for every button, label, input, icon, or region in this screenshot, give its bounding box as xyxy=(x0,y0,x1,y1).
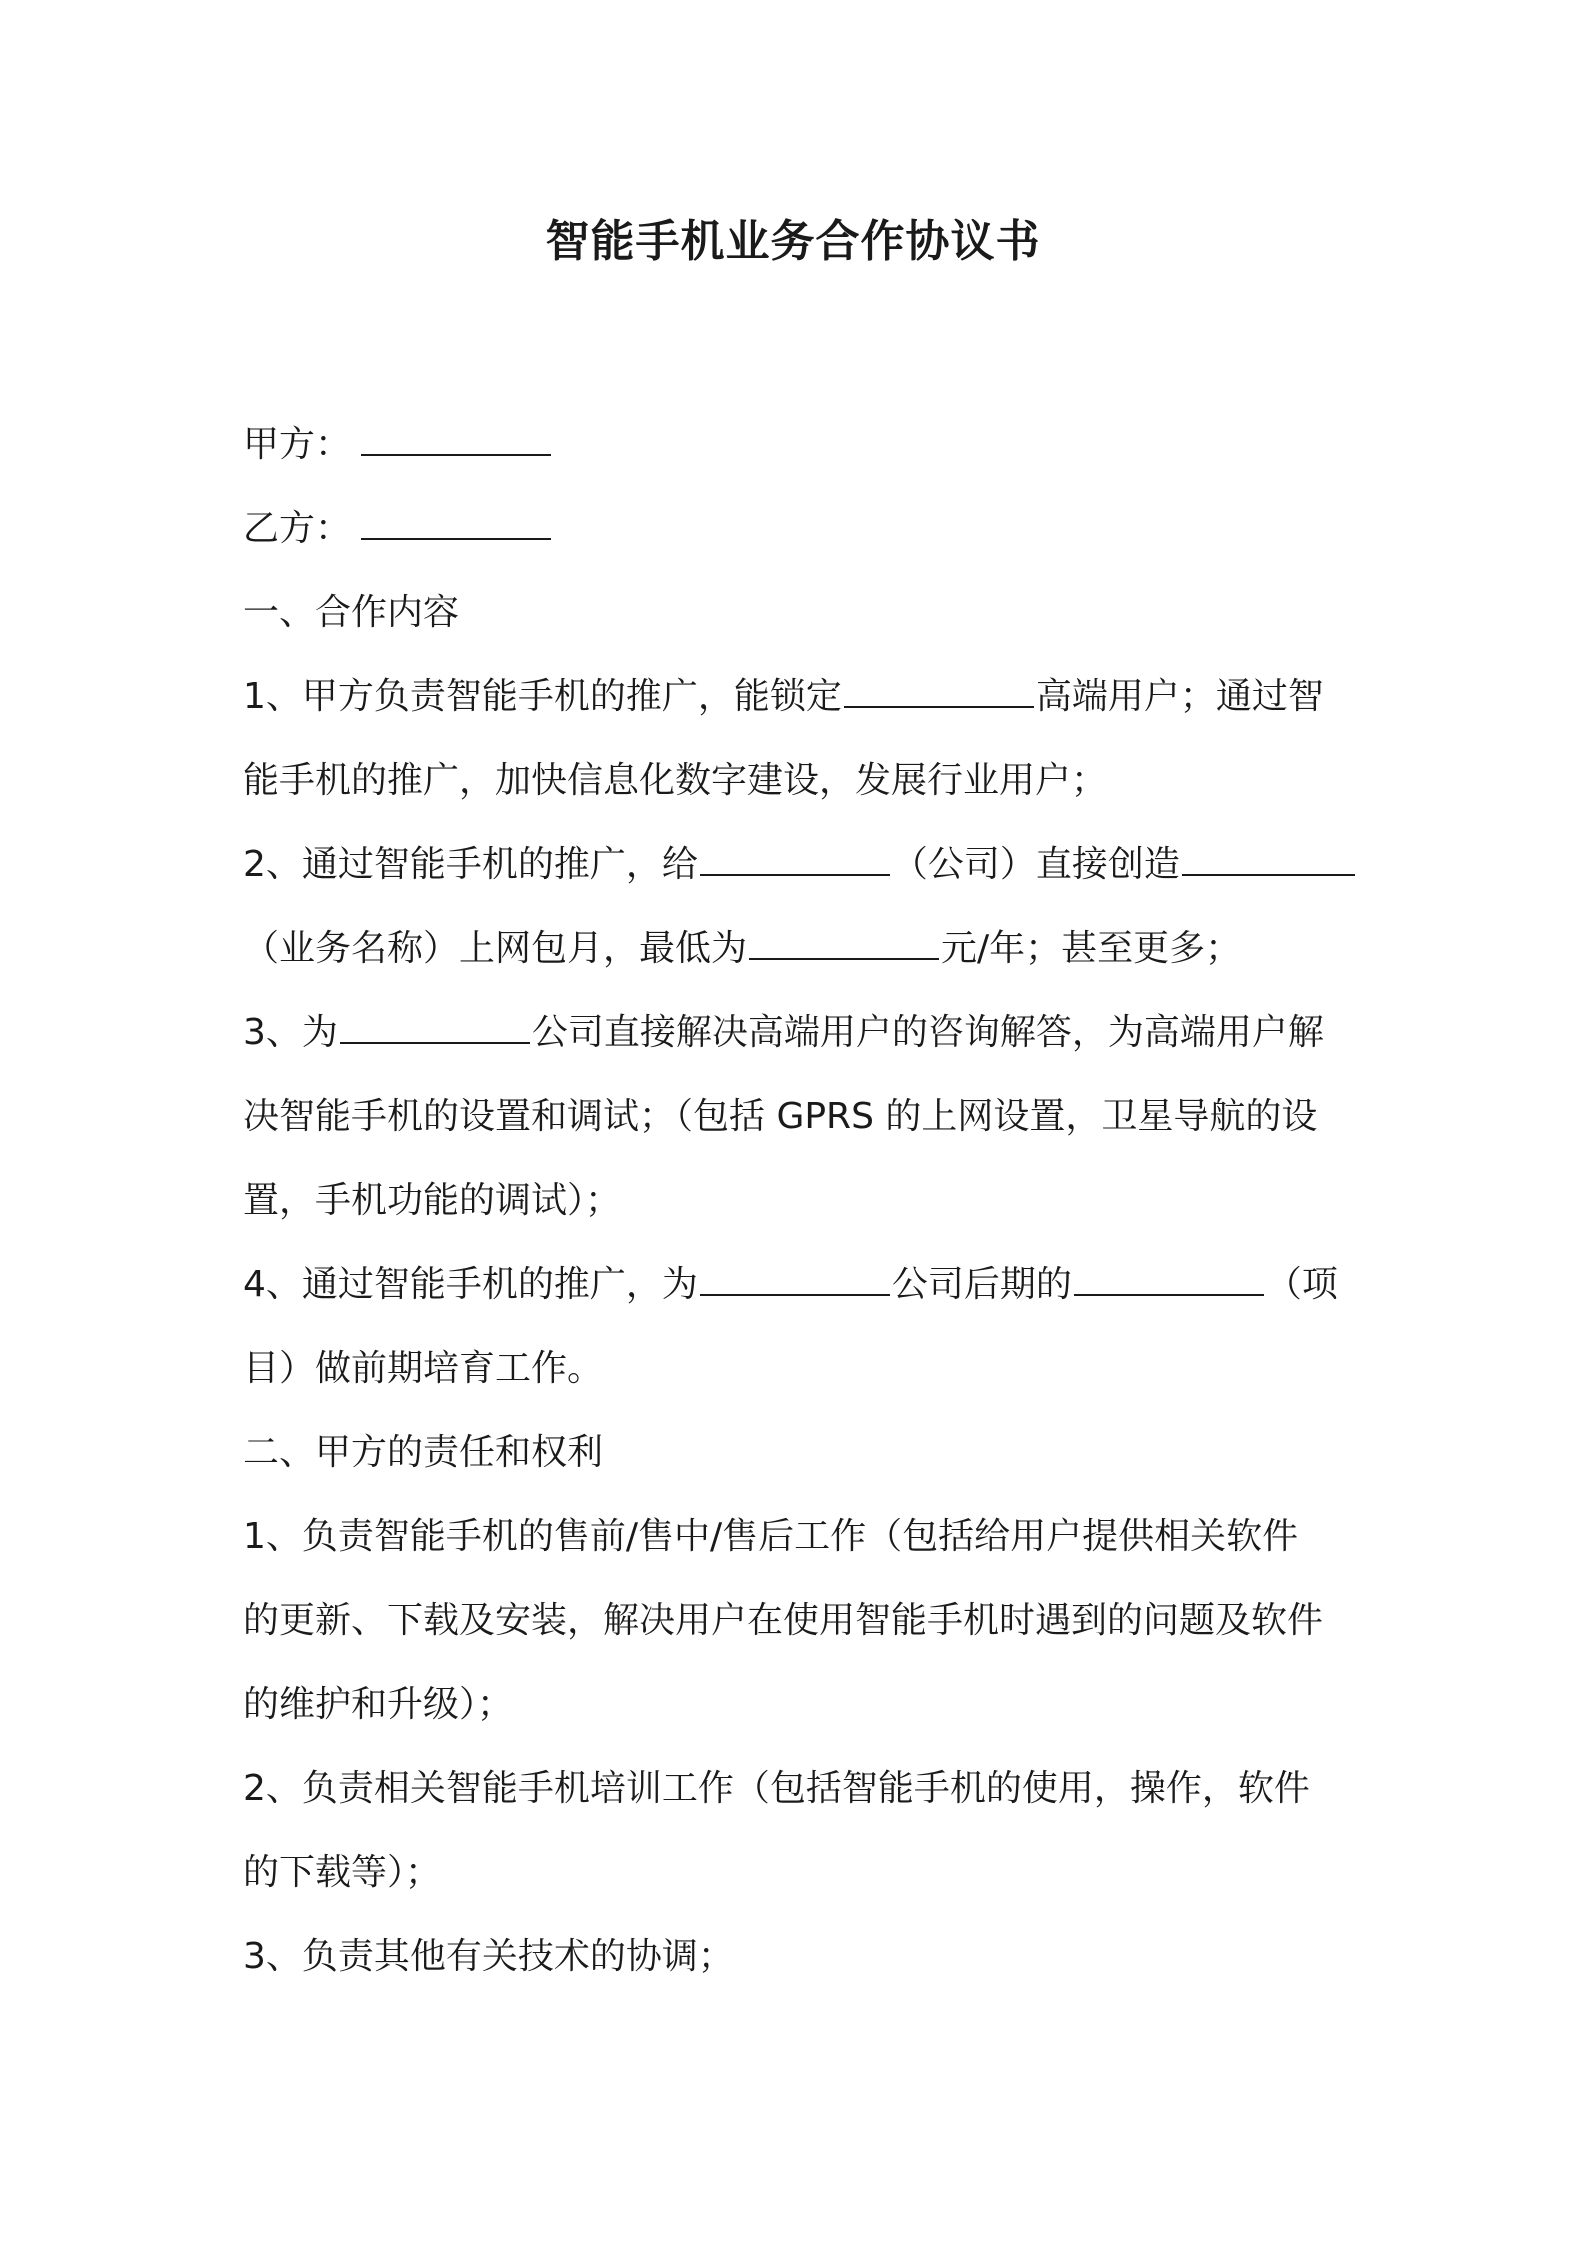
section-2-item-1-line-2: 的更新、下载及安装，解决用户在使用智能手机时遇到的问题及软件 xyxy=(243,1600,1324,1641)
section-2-heading: 二、甲方的责任和权利 xyxy=(243,1432,604,1473)
fill-blank xyxy=(844,670,1034,708)
text-segment: 3、为 xyxy=(243,1012,338,1053)
section-1-item-2-line-2 xyxy=(243,907,1355,991)
text-segment: 高端用户；通过智 xyxy=(1035,676,1324,717)
section-2-item-3-line-1: 3、负责其他有关技术的协调； xyxy=(243,1936,734,1977)
text-segment: （项 xyxy=(1265,1264,1338,1305)
section-1-item-3-line-2: 决智能手机的设置和调试；（包括 GPRS 的上网设置，卫星导航的设 xyxy=(243,1096,1318,1137)
document-title: 智能手机业务合作协议书 xyxy=(545,216,1041,267)
party-a-line xyxy=(243,403,1355,487)
text-segment: 公司后期的 xyxy=(891,1264,1072,1305)
section-2-item-1-line-1: 1、负责智能手机的售前/售中/售后工作（包括给用户提供相关软件 xyxy=(243,1516,1299,1557)
fill-blank xyxy=(700,1258,890,1296)
fill-blank xyxy=(340,1006,530,1044)
text-segment: 1、甲方负责智能手机的推广，能锁定 xyxy=(243,676,842,717)
section-1-item-1-line-2: 能手机的推广，加快信息化数字建设，发展行业用户； xyxy=(243,760,1108,801)
fill-blank xyxy=(1074,1258,1264,1296)
party-b-blank xyxy=(361,502,551,540)
section-1-item-2-line-1 xyxy=(243,823,1355,907)
text-segment: 公司直接解决高端用户的咨询解答，为高端用户解 xyxy=(531,1012,1324,1053)
section-1-heading: 一、合作内容 xyxy=(243,592,460,633)
fill-blank xyxy=(749,922,939,960)
section-1-item-3-line-1 xyxy=(243,991,1355,1075)
section-2-item-1-line-3: 的维护和升级）； xyxy=(243,1684,514,1725)
section-1-item-3-line-3: 置，手机功能的调试）； xyxy=(243,1180,622,1221)
text-segment: （公司）直接创造 xyxy=(891,844,1180,885)
party-a-blank xyxy=(361,418,551,456)
text-segment: 4、通过智能手机的推广，为 xyxy=(243,1264,698,1305)
fill-blank xyxy=(1182,838,1355,876)
document-body xyxy=(243,403,1355,1999)
text-segment: 元/年；甚至更多； xyxy=(941,928,1242,969)
section-2-item-2-line-2: 的下载等）； xyxy=(243,1852,442,1893)
text-segment: 2、通过智能手机的推广，给 xyxy=(243,844,698,885)
section-1-item-4-line-2: 目）做前期培育工作。 xyxy=(243,1348,604,1389)
party-a-label: 甲方： xyxy=(243,424,352,465)
section-1-item-4-line-1 xyxy=(243,1243,1355,1327)
fill-blank xyxy=(700,838,890,876)
section-1-item-1-line-1 xyxy=(243,655,1355,739)
section-2-item-2-line-1: 2、负责相关智能手机培训工作（包括智能手机的使用，操作，软件 xyxy=(243,1768,1310,1809)
party-b-line xyxy=(243,487,1355,571)
text-segment: （业务名称）上网包月，最低为 xyxy=(243,928,748,969)
party-b-label: 乙方： xyxy=(243,508,352,549)
